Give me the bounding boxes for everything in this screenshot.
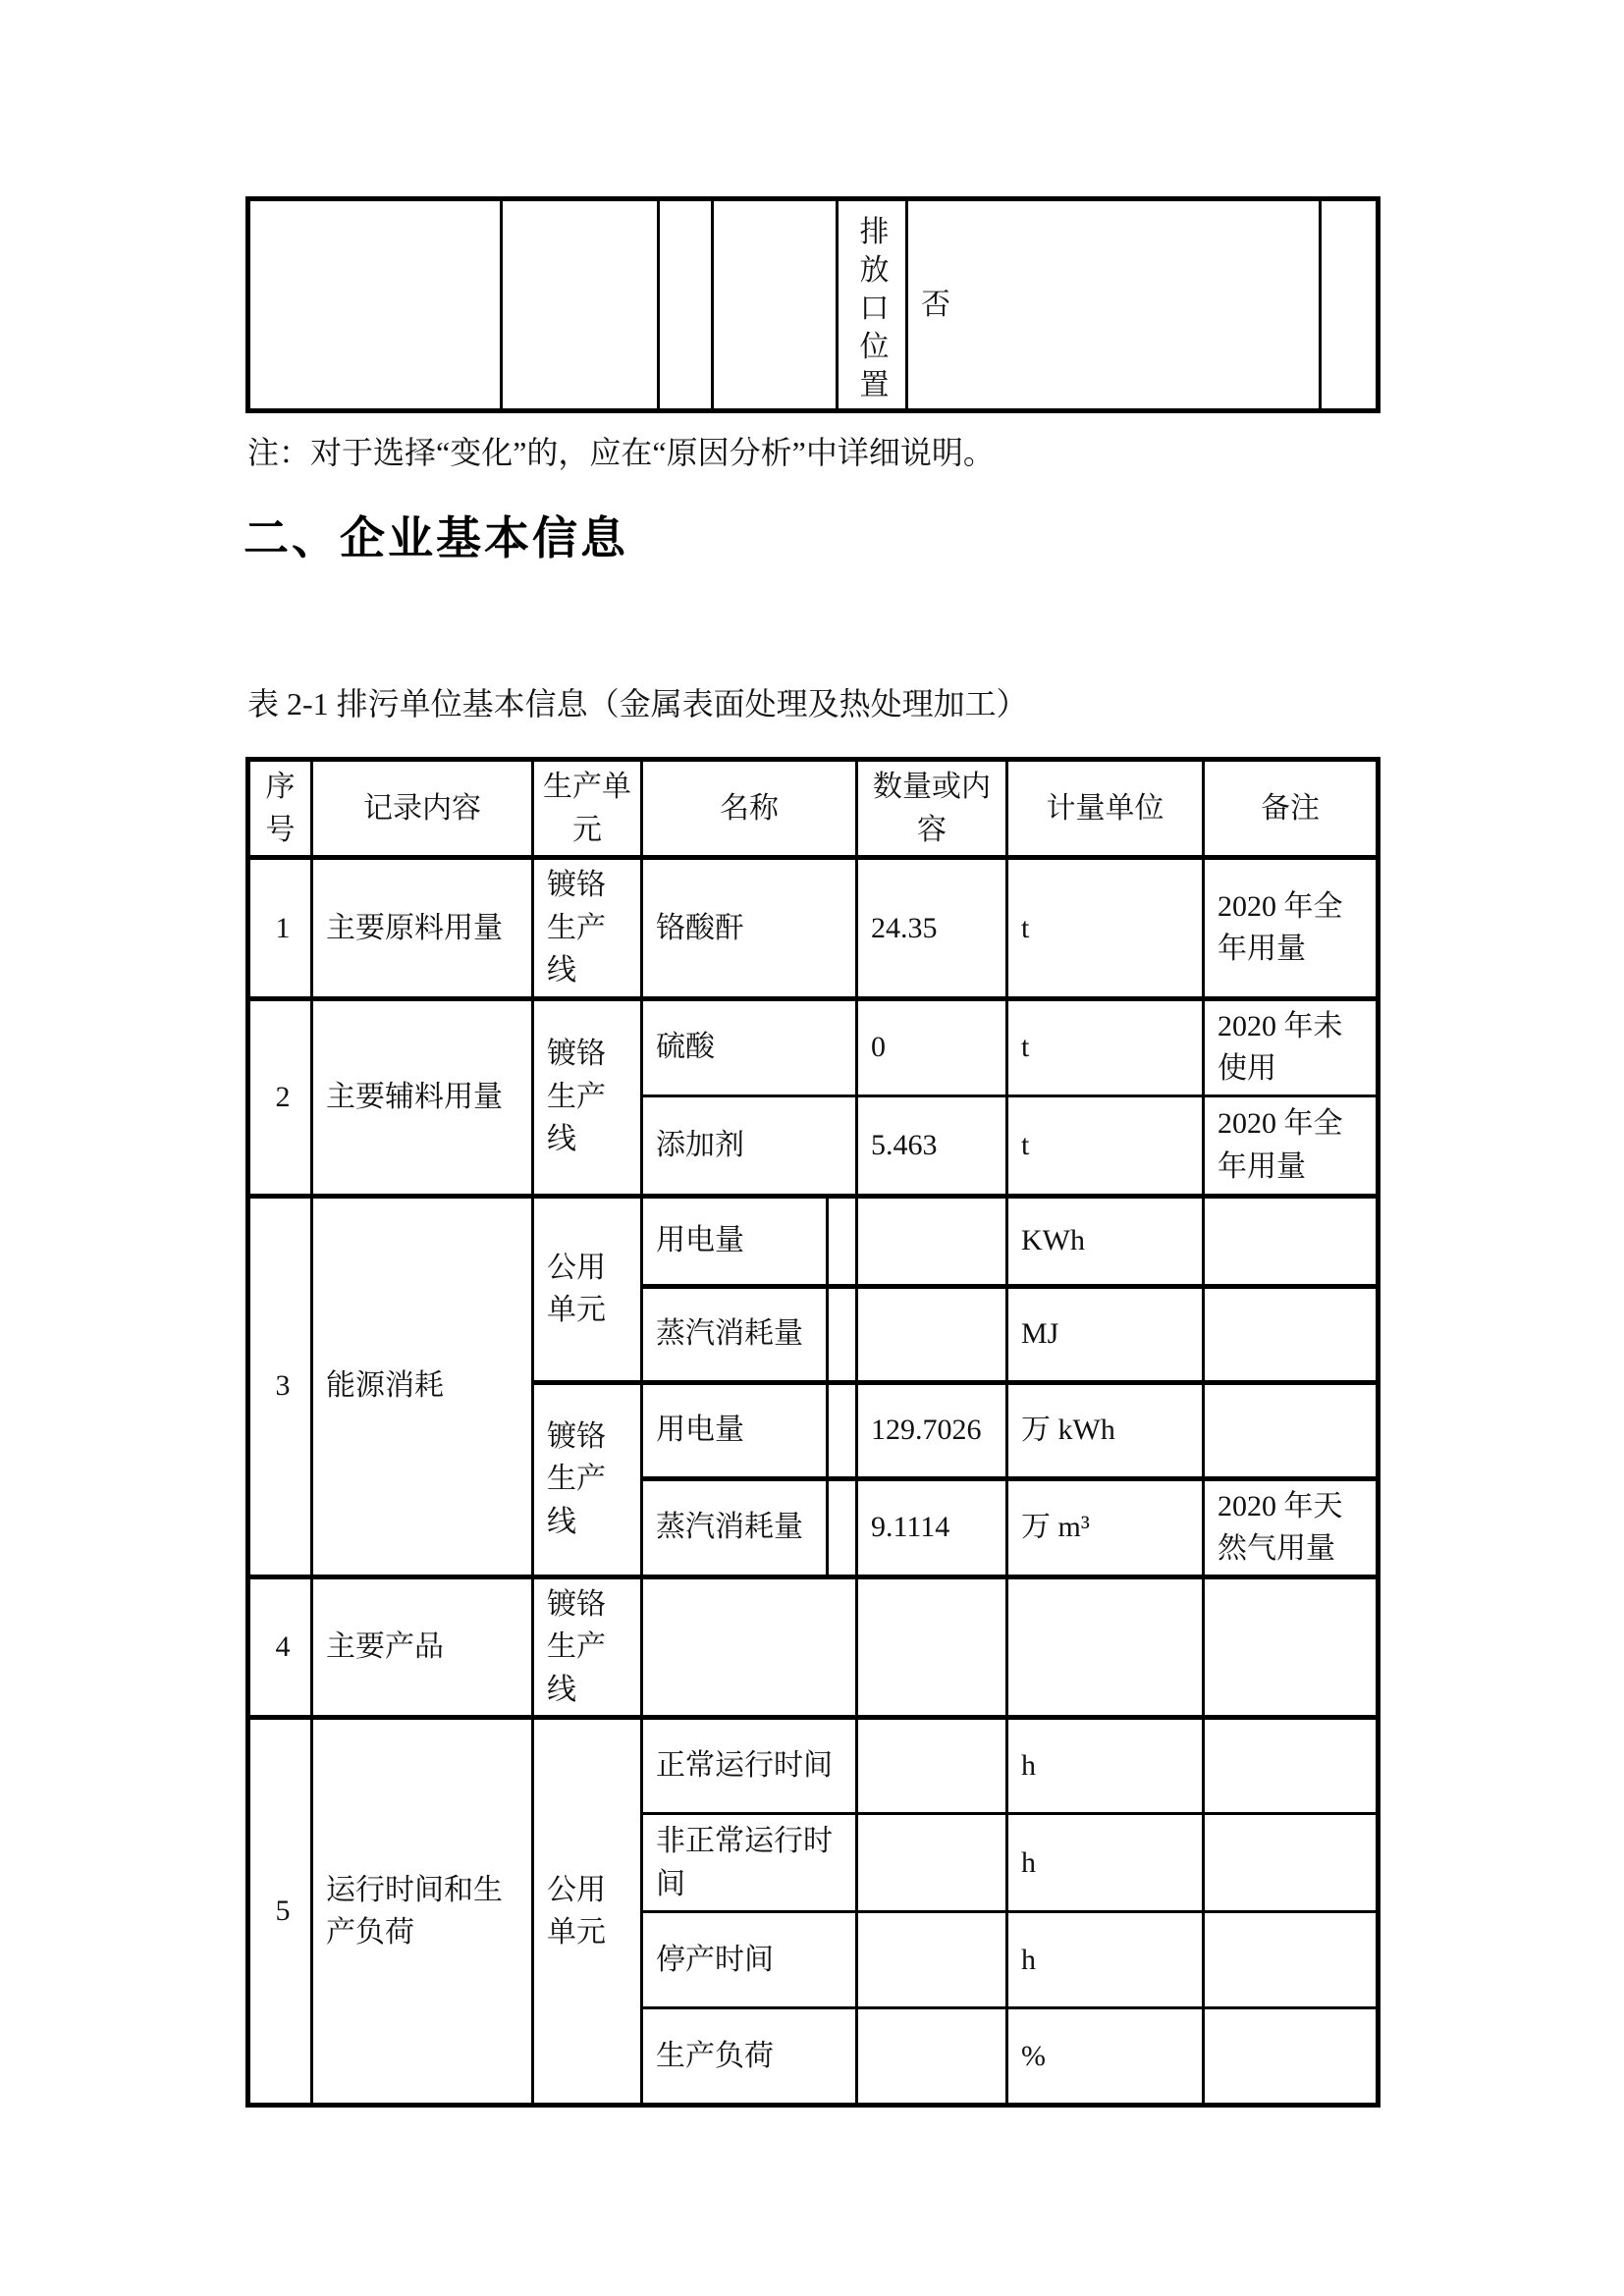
cell-r3s3-spacer [828, 1382, 857, 1478]
cell-r2-no: 2 [248, 998, 312, 1196]
cell-r1-remark: 2020 年全年用量 [1204, 858, 1379, 999]
cell-r2s1-measure: t [1007, 998, 1204, 1095]
cell-r5s1-remark [1204, 1718, 1379, 1814]
cell-r3s1-qty [857, 1196, 1007, 1286]
cell-r2s1-remark: 2020 年未使用 [1204, 998, 1379, 1095]
cell-r5s4-qty [857, 2008, 1007, 2106]
cell-r3s2-qty [857, 1286, 1007, 1382]
cell-r1-name: 铬酸酐 [642, 858, 857, 999]
col-header-unit: 生产单元 [533, 760, 642, 858]
cell-r5-unit: 公用单元 [533, 1718, 642, 2106]
cell-r3-no: 3 [248, 1196, 312, 1576]
cell-r4-no: 4 [248, 1576, 312, 1718]
cell-r3-unit-plating: 镀铬生产线 [533, 1382, 642, 1576]
cell-r2s2-measure: t [1007, 1095, 1204, 1196]
cell-r5s4-remark [1204, 2008, 1379, 2106]
cell-r3s4-remark: 2020 年天然气用量 [1204, 1478, 1379, 1576]
cell-r3s3-name: 用电量 [642, 1382, 828, 1478]
cell-r3s4-measure: 万 m³ [1007, 1478, 1204, 1576]
cell-r4-unit: 镀铬生产线 [533, 1576, 642, 1718]
cell-r3s4-qty: 9.1114 [857, 1478, 1007, 1576]
row-1-raw-material [248, 858, 1379, 999]
cell-r5s3-remark [1204, 1912, 1379, 2008]
cell-r5s2-qty [857, 1814, 1007, 1912]
cell-r5s2-measure: h [1007, 1814, 1204, 1912]
col-header-remark: 备注 [1204, 760, 1379, 858]
cell-r1-measure: t [1007, 858, 1204, 999]
basic-info-table [245, 757, 1380, 2108]
cell-r4-record: 主要产品 [312, 1576, 533, 1718]
outlet-position-label-cell [838, 199, 907, 411]
cell-r3s1-remark [1204, 1196, 1379, 1286]
col-header-name: 名称 [642, 760, 857, 858]
col-header-no: 序号 [248, 760, 312, 858]
cell-r3s2-remark [1204, 1286, 1379, 1382]
cell-r3s3-measure: 万 kWh [1007, 1382, 1204, 1478]
cell-r1-no: 1 [248, 858, 312, 999]
cell-r5s1-measure: h [1007, 1718, 1204, 1814]
header-row [248, 760, 1379, 858]
row-3-energy-sub1 [248, 1196, 1379, 1286]
cell-r2s1-qty: 0 [857, 998, 1007, 1095]
cell-r3s2-spacer [828, 1286, 857, 1382]
cell-r5s3-name: 停产时间 [642, 1912, 857, 2008]
cell-r3s3-qty: 129.7026 [857, 1382, 1007, 1478]
cell-r5s4-name: 生产负荷 [642, 2008, 857, 2106]
table-footnote: 注：对于选择“变化”的，应在“原因分析”中详细说明。 [247, 435, 995, 470]
prev-empty-cell-3 [659, 199, 713, 411]
cell-r5s2-name: 非正常运行时间 [642, 1814, 857, 1912]
row-2-auxiliary-sub1 [248, 998, 1379, 1095]
cell-r3-record: 能源消耗 [312, 1196, 533, 1576]
cell-r2s2-qty: 5.463 [857, 1095, 1007, 1196]
cell-r3-unit-public: 公用单元 [533, 1196, 642, 1382]
cell-r3s3-remark [1204, 1382, 1379, 1478]
cell-r5s3-qty [857, 1912, 1007, 2008]
cell-r3s1-name: 用电量 [642, 1196, 828, 1286]
prev-empty-cell-2 [502, 199, 659, 411]
cell-r4-name [642, 1576, 857, 1718]
prev-empty-cell-1 [248, 199, 502, 411]
cell-r3s1-spacer [828, 1196, 857, 1286]
cell-r5s4-measure: % [1007, 2008, 1204, 2106]
cell-r1-record: 主要原料用量 [312, 858, 533, 999]
cell-r2s1-name: 硫酸 [642, 998, 857, 1095]
row-4-main-product [248, 1576, 1379, 1718]
table-caption: 表 2-1 排污单位基本信息（金属表面处理及热处理加工） [247, 686, 1028, 721]
prev-empty-cell-5 [1321, 199, 1379, 411]
prev-empty-cell-4 [713, 199, 838, 411]
cell-r4-qty [857, 1576, 1007, 1718]
outlet-position-value-cell: 否 [907, 199, 1321, 411]
col-header-qty: 数量或内容 [857, 760, 1007, 858]
cell-r1-unit: 镀铬生产线 [533, 858, 642, 999]
cell-r3s2-name: 蒸汽消耗量 [642, 1286, 828, 1382]
cell-r1-qty: 24.35 [857, 858, 1007, 999]
cell-r5-no: 5 [248, 1718, 312, 2106]
cell-r5s1-name: 正常运行时间 [642, 1718, 857, 1814]
cell-r5s1-qty [857, 1718, 1007, 1814]
row-5-operation-sub1 [248, 1718, 1379, 1814]
cell-r5-record: 运行时间和生产负荷 [312, 1718, 533, 2106]
cell-r3s2-measure: MJ [1007, 1286, 1204, 1382]
cell-r3s1-measure: KWh [1007, 1196, 1204, 1286]
outlet-position-vertical-label: 排放口位置 [859, 216, 890, 401]
section-heading: 二、企业基本信息 [244, 512, 628, 563]
cell-r3s4-name: 蒸汽消耗量 [642, 1478, 828, 1576]
col-header-record: 记录内容 [312, 760, 533, 858]
cell-r3s4-spacer [828, 1478, 857, 1576]
cell-r2s2-remark: 2020 年全年用量 [1204, 1095, 1379, 1196]
cell-r2-unit: 镀铬生产线 [533, 998, 642, 1196]
cell-r4-remark [1204, 1576, 1379, 1718]
previous-page-table-fragment [245, 196, 1380, 413]
cell-r2-record: 主要辅料用量 [312, 998, 533, 1196]
cell-r5s2-remark [1204, 1814, 1379, 1912]
cell-r4-measure [1007, 1576, 1204, 1718]
cell-r5s3-measure: h [1007, 1912, 1204, 2008]
cell-r2s2-name: 添加剂 [642, 1095, 857, 1196]
col-header-measure: 计量单位 [1007, 760, 1204, 858]
